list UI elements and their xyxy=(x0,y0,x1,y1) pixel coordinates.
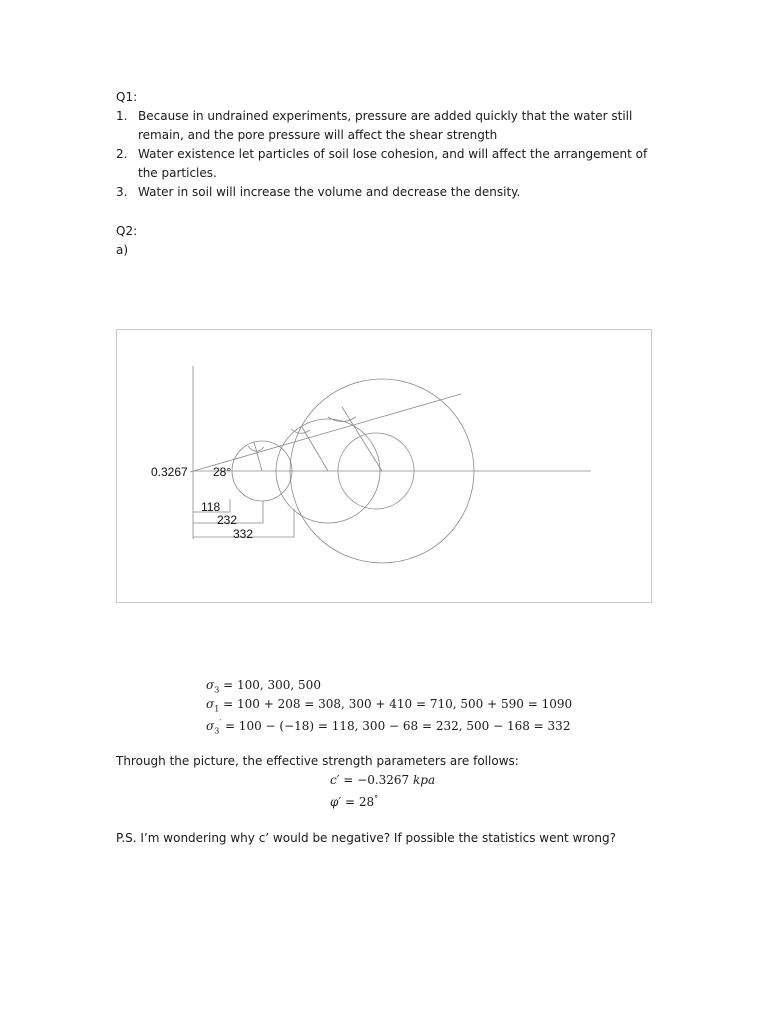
equation-sigma3: $\sigma_3 = 100$, 300, 500 xyxy=(206,678,321,695)
list-text: Water existence let particles of soil lose cohesion, and will affect the arrangement of the particles. xyxy=(138,147,648,180)
q1-list-item-3 xyxy=(116,183,676,202)
equation-sigma1: $\sigma_1 = 100 + 208 = 308$, 300 + 410 = 710, 500 + 590 = 1090 xyxy=(206,697,573,714)
dimension-label-332: 332 xyxy=(233,527,254,541)
list-number: 2. xyxy=(116,147,128,161)
friction-angle-symbol: φ′ xyxy=(330,795,342,809)
cohesion-unit: kpa xyxy=(413,773,436,787)
equation-rhs: = 100, 300, 500 xyxy=(219,678,321,692)
list-text: Water in soil will increase the volume and decrease the density. xyxy=(138,185,521,199)
intercept-label: 0.3267 xyxy=(151,465,188,479)
dimension-label-118: 118 xyxy=(201,500,221,514)
degree-symbol: ° xyxy=(374,794,379,803)
conclusion-intro: Through the picture, the effective strength parameters are follows: xyxy=(116,754,519,768)
friction-angle-equation xyxy=(330,790,378,811)
angle-label: 28° xyxy=(213,465,232,479)
equation-subscript: 1 xyxy=(214,704,220,714)
dimension-label-232: 232 xyxy=(217,513,238,527)
equation-subscript: 3 xyxy=(214,726,220,736)
cohesion-equation xyxy=(330,771,435,789)
list-text: Because in undrained experiments, pressure are added quickly that the water still remain, and the pore pressure will affect the shear strength xyxy=(138,109,633,142)
q1-heading: Q1: xyxy=(116,90,138,104)
list-number: 3. xyxy=(116,185,128,199)
equation-prime: ′ xyxy=(219,718,222,727)
equation-sigma3-effective: $\sigma_3' = 100 - (-18) = 118$, 300 − 68 = 232, 500 − 168 = 332 xyxy=(206,718,571,736)
q2-heading: Q2: xyxy=(116,224,138,238)
figure-frame xyxy=(117,330,652,603)
ps-note: P.S. I’m wondering why c’ would be negative? If possible the statistics went wrong? xyxy=(116,831,616,845)
friction-angle-value: = 28 xyxy=(341,795,375,809)
q2-part-a: a) xyxy=(116,243,129,257)
cohesion-symbol: c′ xyxy=(330,773,340,787)
equation-rhs: = 100 + 208 = 308, 300 + 410 = 710, 500 + 590 = 1090 xyxy=(219,697,573,711)
equation-rhs: = 100 − (−18) = 118, 300 − 68 = 232, 500 − 168 = 332 xyxy=(221,719,571,733)
q1-list-item-2 xyxy=(116,145,676,183)
mohr-circle-figure xyxy=(116,329,653,604)
list-number: 1. xyxy=(116,109,128,123)
cohesion-value: = −0.3267 xyxy=(339,773,413,787)
equation-subscript: 3 xyxy=(214,685,220,695)
q1-list-item-1 xyxy=(116,107,676,145)
